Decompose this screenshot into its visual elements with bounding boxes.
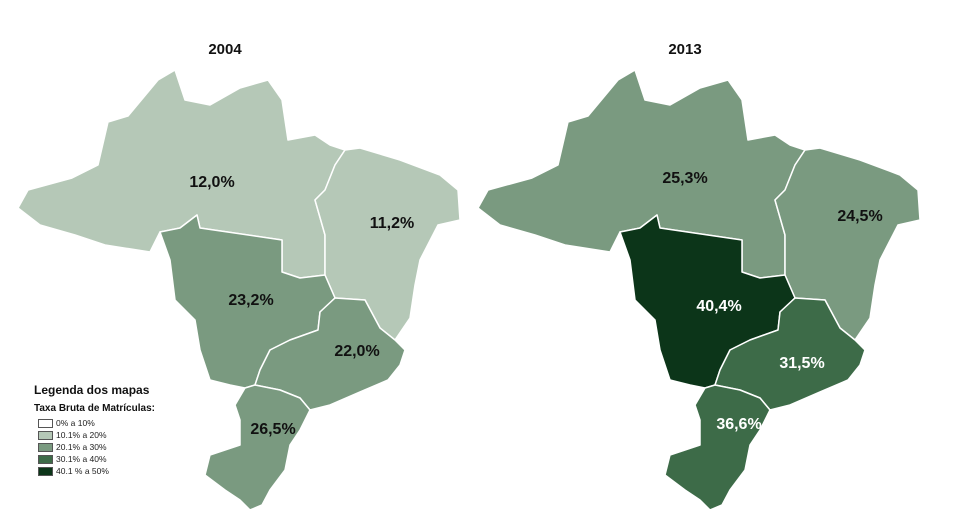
region-sul-2013 [665, 385, 770, 510]
legend-item [38, 417, 224, 429]
label-nordeste-2013: 24,5% [837, 208, 883, 225]
label-norte-2013: 25,3% [662, 170, 708, 187]
legend-subtitle: Taxa Bruta de Matrículas: [34, 403, 155, 414]
legend-swatch [38, 419, 53, 428]
legend-swatch [38, 443, 53, 452]
map-legend [34, 383, 224, 477]
map-title-2013: 2013 [668, 41, 702, 58]
legend-item [38, 465, 224, 477]
label-norte-2004: 12,0% [189, 174, 235, 191]
label-sul-2004: 26,5% [250, 421, 296, 438]
legend-item-label: 20.1% a 30% [56, 442, 107, 452]
label-centro-oeste-2004: 23,2% [228, 292, 274, 309]
label-sul-2013: 36,6% [716, 416, 762, 433]
label-sudeste-2004: 22,0% [334, 343, 380, 360]
legend-item-label: 10.1% a 20% [56, 430, 107, 440]
legend-item-label: 0% a 10% [56, 418, 95, 428]
legend-item [38, 429, 224, 441]
label-centro-oeste-2013: 40,4% [696, 298, 742, 315]
legend-title: Legenda dos mapas [34, 383, 150, 397]
legend-item [38, 441, 224, 453]
legend-item-label: 40.1 % a 50% [56, 466, 109, 476]
legend-item-label: 30.1% a 40% [56, 454, 107, 464]
map-title-2004: 2004 [208, 41, 242, 58]
label-nordeste-2004: 11,2% [369, 215, 415, 232]
legend-swatch [38, 455, 53, 464]
legend-item [38, 453, 224, 465]
legend-swatch [38, 467, 53, 476]
map-2013 [478, 70, 920, 510]
legend-swatch [38, 431, 53, 440]
label-sudeste-2013: 31,5% [779, 355, 825, 372]
